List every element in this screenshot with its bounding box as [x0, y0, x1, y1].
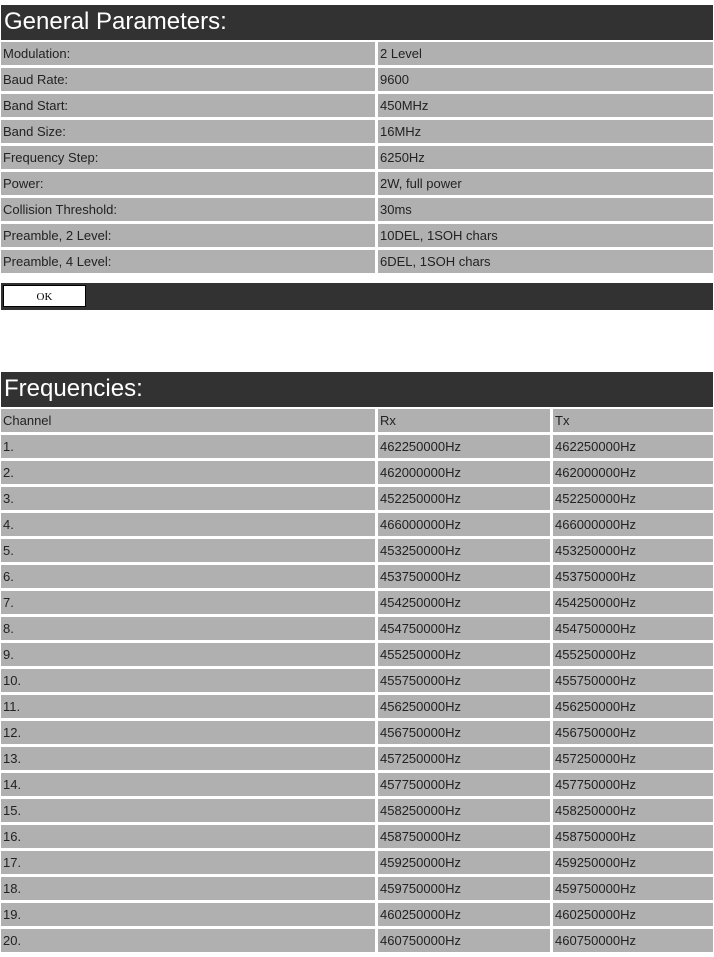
- tx-cell: 456750000Hz: [553, 721, 713, 747]
- parameter-row: [1, 68, 713, 94]
- parameter-value: 16MHz: [378, 120, 713, 146]
- tx-cell: 466000000Hz: [553, 513, 713, 539]
- table-row: [1, 565, 713, 591]
- channel-cell: 10.: [1, 669, 378, 695]
- rx-cell: 466000000Hz: [378, 513, 553, 539]
- tx-cell: 452250000Hz: [553, 487, 713, 513]
- rx-cell: 457750000Hz: [378, 773, 553, 799]
- parameter-value: 6DEL, 1SOH chars: [378, 250, 713, 276]
- tx-cell: 460750000Hz: [553, 929, 713, 955]
- table-row: [1, 617, 713, 643]
- rx-cell: 457250000Hz: [378, 747, 553, 773]
- table-row: [1, 721, 713, 747]
- table-row: [1, 643, 713, 669]
- channel-cell: 19.: [1, 903, 378, 929]
- rx-cell: 454250000Hz: [378, 591, 553, 617]
- tx-cell: 453250000Hz: [553, 539, 713, 565]
- channel-cell: 4.: [1, 513, 378, 539]
- channel-cell: 17.: [1, 851, 378, 877]
- tx-cell: 457250000Hz: [553, 747, 713, 773]
- parameter-label: Frequency Step:: [1, 146, 378, 172]
- table-row: [1, 747, 713, 773]
- tx-cell: 454750000Hz: [553, 617, 713, 643]
- table-row: [1, 851, 713, 877]
- tx-cell: 458750000Hz: [553, 825, 713, 851]
- parameter-row: [1, 120, 713, 146]
- parameter-label: Preamble, 4 Level:: [1, 250, 378, 276]
- column-header-channel: Channel: [1, 409, 378, 435]
- parameter-value: 30ms: [378, 198, 713, 224]
- channel-cell: 11.: [1, 695, 378, 721]
- tx-cell: 455250000Hz: [553, 643, 713, 669]
- channel-cell: 20.: [1, 929, 378, 955]
- parameter-row: [1, 42, 713, 68]
- channel-cell: 16.: [1, 825, 378, 851]
- column-header-rx: Rx: [378, 409, 553, 435]
- table-row: [1, 487, 713, 513]
- table-row: [1, 513, 713, 539]
- parameter-row: [1, 146, 713, 172]
- table-row: [1, 877, 713, 903]
- parameter-label: Preamble, 2 Level:: [1, 224, 378, 250]
- rx-cell: 458750000Hz: [378, 825, 553, 851]
- parameter-value: 10DEL, 1SOH chars: [378, 224, 713, 250]
- parameter-label: Power:: [1, 172, 378, 198]
- rx-cell: 462000000Hz: [378, 461, 553, 487]
- channel-cell: 5.: [1, 539, 378, 565]
- table-row: [1, 773, 713, 799]
- table-row: [1, 799, 713, 825]
- parameter-value: 450MHz: [378, 94, 713, 120]
- tx-cell: 458250000Hz: [553, 799, 713, 825]
- channel-cell: 9.: [1, 643, 378, 669]
- frequencies-header-row: [1, 409, 713, 435]
- tx-cell: 460250000Hz: [553, 903, 713, 929]
- channel-cell: 18.: [1, 877, 378, 903]
- ok-button[interactable]: OK: [3, 285, 86, 307]
- channel-cell: 7.: [1, 591, 378, 617]
- rx-cell: 458250000Hz: [378, 799, 553, 825]
- parameter-value: 2 Level: [378, 42, 713, 68]
- parameter-row: [1, 250, 713, 276]
- rx-cell: 462250000Hz: [378, 435, 553, 461]
- general-parameters-footer: [1, 283, 713, 310]
- parameter-row: [1, 198, 713, 224]
- tx-cell: 455750000Hz: [553, 669, 713, 695]
- general-parameters-table: [1, 42, 713, 276]
- parameter-label: Baud Rate:: [1, 68, 378, 94]
- rx-cell: 453250000Hz: [378, 539, 553, 565]
- table-row: [1, 669, 713, 695]
- tx-cell: 453750000Hz: [553, 565, 713, 591]
- rx-cell: 455750000Hz: [378, 669, 553, 695]
- frequencies-table: [1, 409, 713, 955]
- channel-cell: 6.: [1, 565, 378, 591]
- rx-cell: 456750000Hz: [378, 721, 553, 747]
- table-row: [1, 591, 713, 617]
- rx-cell: 460750000Hz: [378, 929, 553, 955]
- table-row: [1, 461, 713, 487]
- table-row: [1, 903, 713, 929]
- parameter-value: 2W, full power: [378, 172, 713, 198]
- table-row: [1, 929, 713, 955]
- channel-cell: 8.: [1, 617, 378, 643]
- table-row: [1, 695, 713, 721]
- parameter-row: [1, 224, 713, 250]
- column-header-tx: Tx: [553, 409, 713, 435]
- table-row: [1, 435, 713, 461]
- parameter-label: Band Start:: [1, 94, 378, 120]
- channel-cell: 13.: [1, 747, 378, 773]
- channel-cell: 3.: [1, 487, 378, 513]
- rx-cell: 456250000Hz: [378, 695, 553, 721]
- rx-cell: 452250000Hz: [378, 487, 553, 513]
- rx-cell: 460250000Hz: [378, 903, 553, 929]
- parameter-value: 9600: [378, 68, 713, 94]
- rx-cell: 459750000Hz: [378, 877, 553, 903]
- parameter-label: Band Size:: [1, 120, 378, 146]
- channel-cell: 14.: [1, 773, 378, 799]
- tx-cell: 462000000Hz: [553, 461, 713, 487]
- channel-cell: 12.: [1, 721, 378, 747]
- table-row: [1, 539, 713, 565]
- channel-cell: 2.: [1, 461, 378, 487]
- parameter-row: [1, 172, 713, 198]
- tx-cell: 457750000Hz: [553, 773, 713, 799]
- channel-cell: 15.: [1, 799, 378, 825]
- parameter-row: [1, 94, 713, 120]
- channel-cell: 1.: [1, 435, 378, 461]
- parameter-label: Collision Threshold:: [1, 198, 378, 224]
- general-parameters-title: General Parameters:: [1, 5, 713, 40]
- table-row: [1, 825, 713, 851]
- tx-cell: 462250000Hz: [553, 435, 713, 461]
- frequencies-title: Frequencies:: [1, 372, 713, 407]
- tx-cell: 454250000Hz: [553, 591, 713, 617]
- rx-cell: 454750000Hz: [378, 617, 553, 643]
- tx-cell: 456250000Hz: [553, 695, 713, 721]
- parameter-label: Modulation:: [1, 42, 378, 68]
- rx-cell: 459250000Hz: [378, 851, 553, 877]
- rx-cell: 455250000Hz: [378, 643, 553, 669]
- tx-cell: 459250000Hz: [553, 851, 713, 877]
- rx-cell: 453750000Hz: [378, 565, 553, 591]
- tx-cell: 459750000Hz: [553, 877, 713, 903]
- parameter-value: 6250Hz: [378, 146, 713, 172]
